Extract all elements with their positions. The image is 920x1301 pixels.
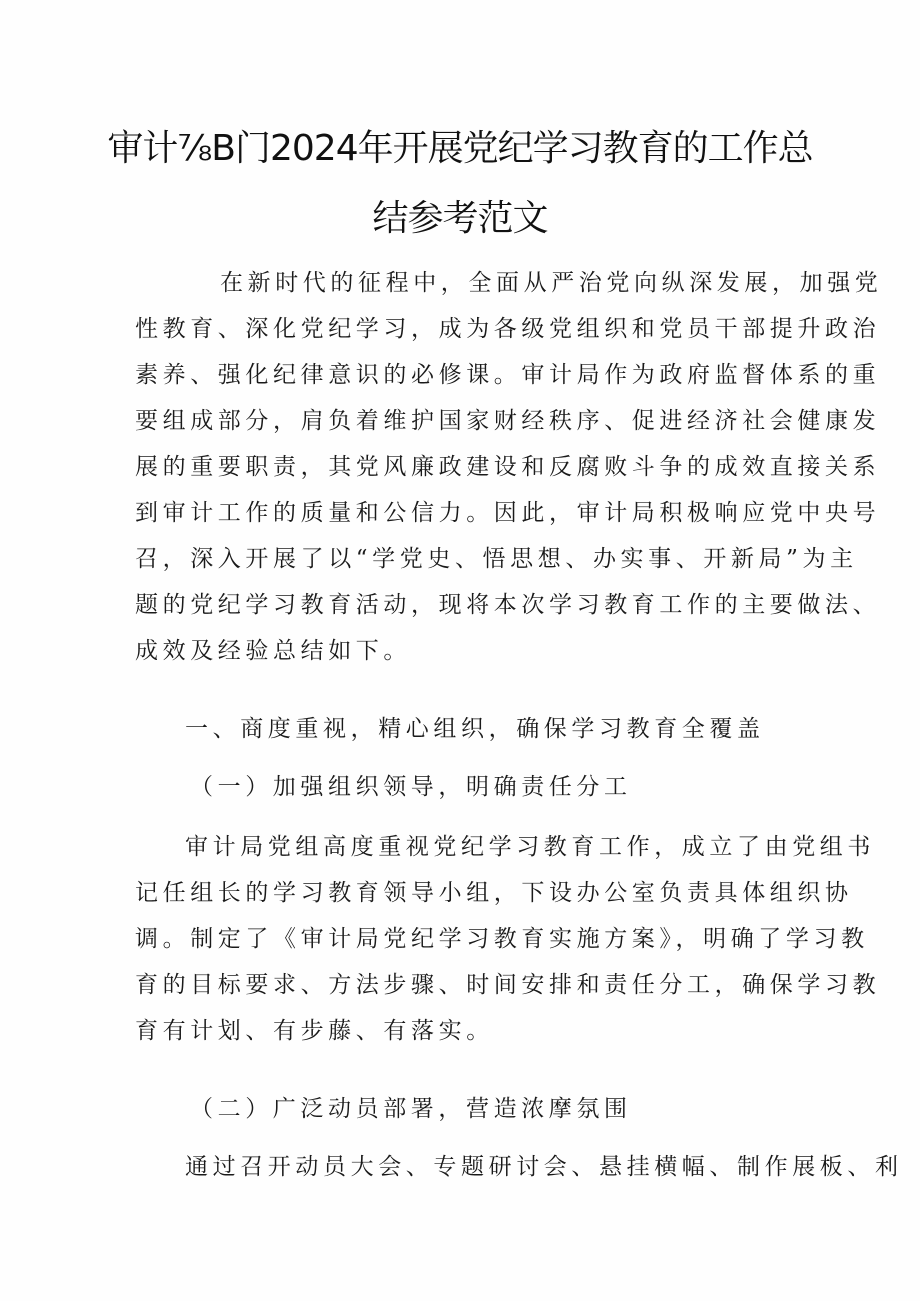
paragraph-line: 育的目标要求、方法步骤、时间安排和责任分工，确保学习教 [135, 972, 881, 998]
paragraph-line: 在新时代的征程中，全面从严治党向纵深发展，加强党 [220, 270, 883, 296]
paragraph-line: 通过召开动员大会、专题研讨会、悬挂横幅、制作展板、利 [185, 1154, 903, 1180]
paragraph-line: 性教育、深化党纪学习，成为各级党组织和党员干部提升政治 [135, 316, 881, 342]
paragraph-line: 召，深入开展了以“学党史、悟思想、办实事、开新局”为主 [135, 546, 858, 572]
document-title-line-2: 结参考范文 [372, 198, 548, 239]
paragraph-line: 育有计划、有步藤、有落实。 [135, 1018, 494, 1044]
subsection-heading-2: （二）广泛动员部署，营造浓摩氛围 [190, 1096, 632, 1122]
paragraph-line: 展的重要职责，其党风廉政建设和反腐败斗争的成效直接关系 [135, 454, 881, 480]
paragraph-line: 审计局党组高度重视党纪学习教育工作，成立了由党组书 [185, 834, 875, 860]
paragraph-line: 到审计工作的质量和公信力。因此，审计局积极响应党中央号 [135, 500, 881, 526]
paragraph-line: 素养、强化纪律意识的必修课。审计局作为政府监督体系的重 [135, 362, 881, 388]
subsection-heading-1: （一）加强组织领导，明确责任分工 [190, 774, 632, 800]
paragraph-line: 题的党纪学习教育活动，现将本次学习教育工作的主要做法、 [135, 592, 881, 618]
paragraph-line: 要组成部分，肩负着维护国家财经秩序、促进经济社会健康发 [135, 408, 881, 434]
paragraph-line: 调。制定了《审计局党纪学习教育实施方案》，明确了学习教 [135, 926, 869, 952]
paragraph-line: 成效及经验总结如下。 [135, 638, 411, 664]
paragraph-line: 记任组长的学习教育领导小组，下设办公室负责具体组织协 [135, 880, 853, 906]
document-title-line-1: 审计⅞B门2024年开展党纪学习教育的工作总 [107, 128, 813, 169]
section-heading-1: 一、商度重视，精心组织，确保学习教育全覆盖 [185, 716, 765, 742]
